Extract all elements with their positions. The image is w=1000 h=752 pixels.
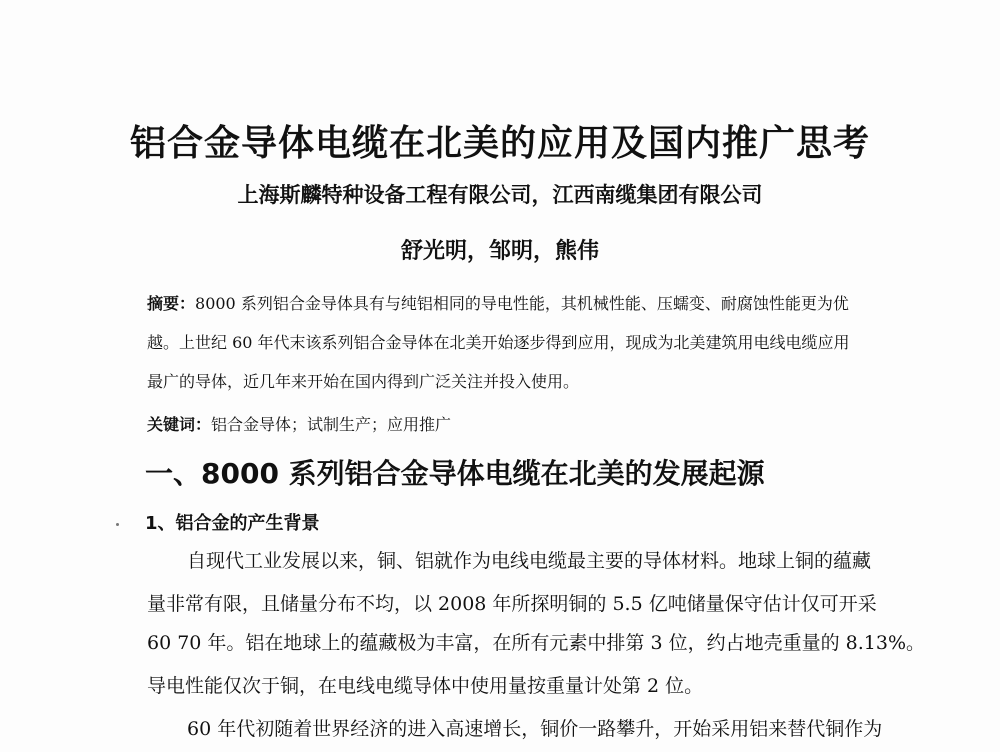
paper-title: 铝合金导体电缆在北美的应用及国内推广思考 bbox=[129, 123, 870, 164]
author-affiliation: 上海斯麟特种设备工程有限公司，江西南缆集团有限公司 bbox=[237, 183, 763, 207]
keywords-label: 关键词： bbox=[147, 415, 212, 434]
abstract-line-1 bbox=[147, 291, 849, 314]
abstract-line-2: 越。上世纪 60 年代末该系列铝合金导体在北美开始逐步得到应用，现成为北美建筑用电线电缆应用 bbox=[147, 333, 850, 352]
keywords-text: 铝合金导体；试制生产；应用推广 bbox=[211, 415, 452, 434]
body-paragraph-1-line-4: 导电性能仅次于铜，在电线电缆导体中使用量按重量计处第 2 位。 bbox=[147, 675, 704, 697]
body-paragraph-1-line-1: 自现代工业发展以来，铜、铝就作为电线电缆最主要的导体材料。地球上铜的蕴藏 bbox=[187, 550, 872, 572]
body-paragraph-1-line-3: 60 70 年。铝在地球上的蕴藏极为丰富，在所有元素中排第 3 位，约占地壳重量的 8.13%。 bbox=[147, 632, 926, 654]
abstract-label: 摘要： bbox=[147, 294, 196, 313]
margin-mark bbox=[116, 523, 119, 526]
body-paragraph-1-line-2: 量非常有限，且储量分布不均，以 2008 年所探明铜的 5.5 亿吨储量保守估计仅可开采 bbox=[147, 593, 877, 615]
abstract-text-1: 8000 系列铝合金导体具有与纯铝相同的导电性能，其机械性能、压蠕变、耐腐蚀性能更为优 bbox=[195, 294, 849, 313]
section-heading: 一、8000 系列铝合金导体电缆在北美的发展起源 bbox=[145, 457, 765, 490]
keywords-line bbox=[147, 412, 451, 435]
abstract-line-3: 最广的导体，近几年来开始在国内得到广泛关注并投入使用。 bbox=[147, 372, 580, 391]
body-paragraph-2-line-1: 60 年代初随着世界经济的进入高速增长，铜价一路攀升，开始采用铝来替代铜作为 bbox=[187, 718, 883, 740]
subsection-heading: 1、铝合金的产生背景 bbox=[145, 513, 320, 534]
author-list: 舒光明，邹明，熊伟 bbox=[400, 239, 599, 264]
